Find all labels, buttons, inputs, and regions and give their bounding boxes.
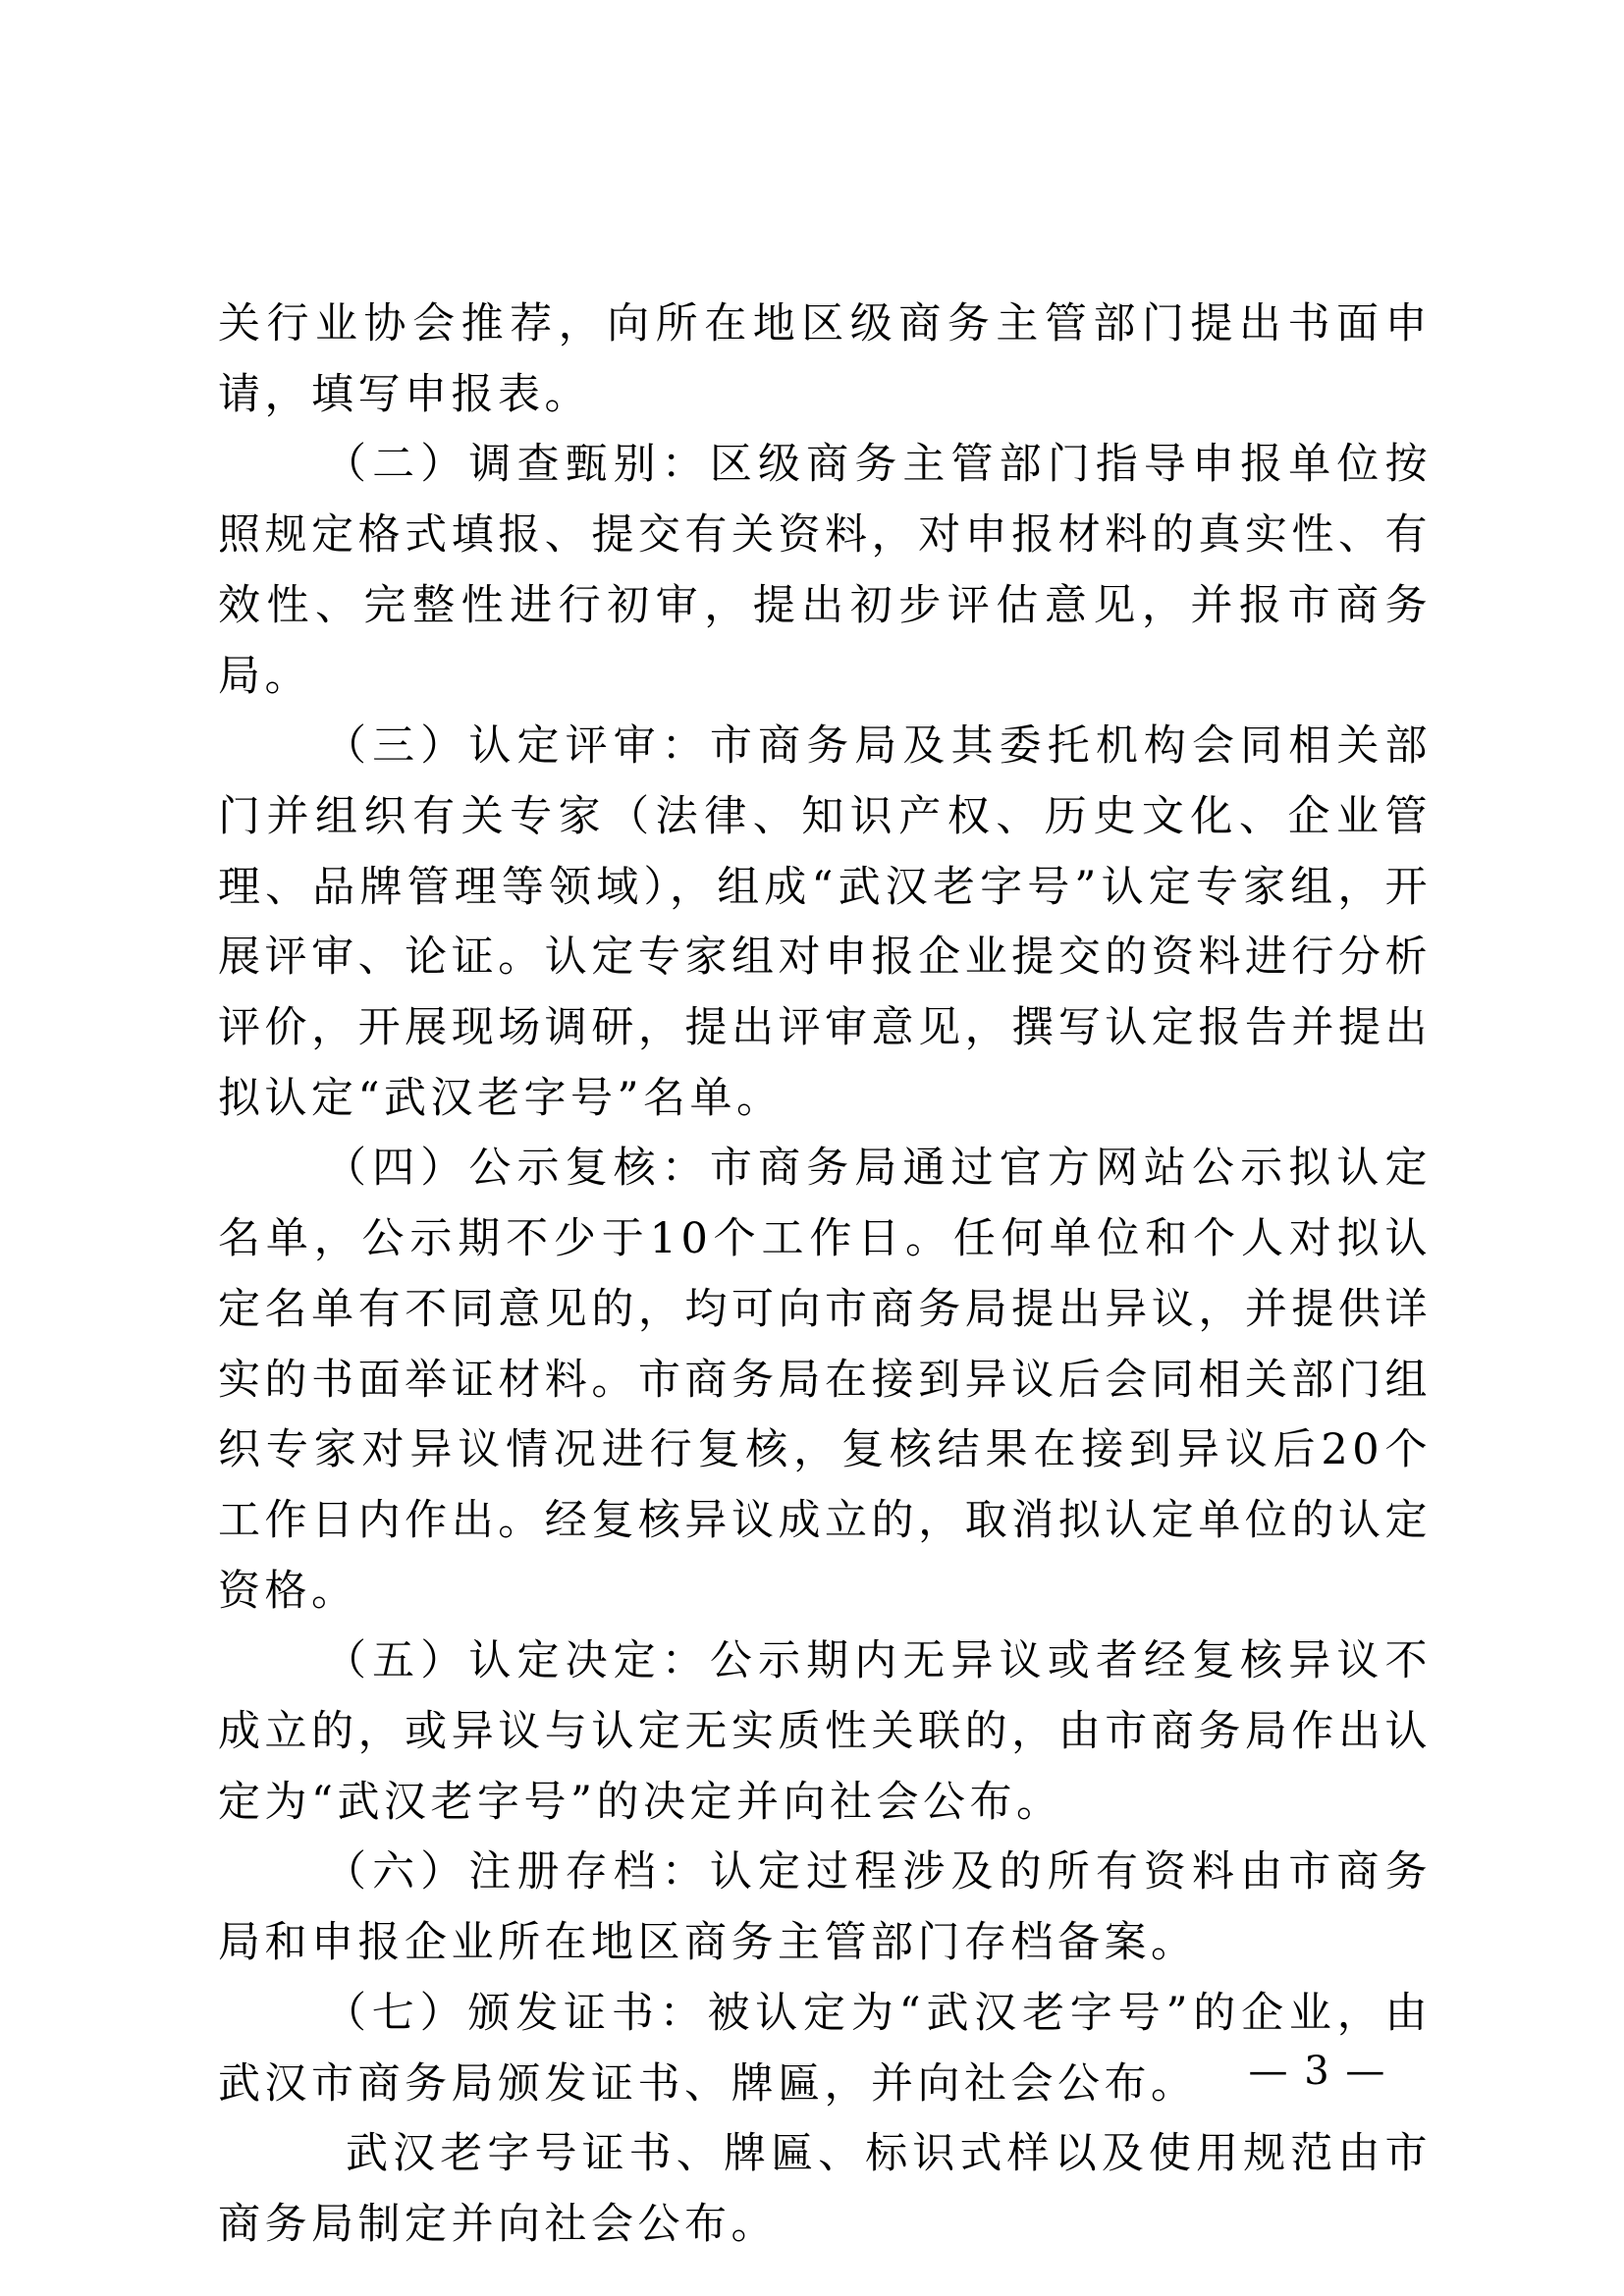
paragraph-certificate-style: 武汉老字号证书、牌匾、标识式样以及使用规范由市商务局制定并向社会公布。 [218,2129,1432,2249]
paragraph-certificate: （七）颁发证书：被认定为“武汉老字号”的企业，由武汉市商务局颁发证书、牌匾，并向社会公布。 [218,1988,1432,2109]
paragraph-publicity: （四）公示复核：市商务局通过官方网站公示拟认定名单，公示期不少于10个工作日。任何单位和个人对拟认定名单有不同意见的，均可向市商务局提出异议，并提供详实的书面举证材料。市商务局在接到异议后会同相关部门组织专家对异议情况进行复核，复核结果在接到异议后20个工作日内作出。经复核异议成立的，取消拟认定单位的认定资格。 [218,1144,1432,1616]
paragraph-investigation: （二）调查甄别：区级商务主管部门指导申报单位按照规定格式填报、提交有关资料，对申报材料的真实性、有效性、完整性进行初审，提出初步评估意见，并报市商务局。 [218,440,1432,701]
paragraph-registration: （六）注册存档：认定过程涉及的所有资料由市商务局和申报企业所在地区商务主管部门存档备案。 [218,1847,1432,1968]
paragraph-review: （三）认定评审：市商务局及其委托机构会同相关部门并组织有关专家（法律、知识产权、历史文化、企业管理、品牌管理等领域），组成“武汉老字号”认定专家组，开展评审、论证。认定专家组对申报企业提交的资料进行分析评价，开展现场调研，提出评审意见，撰写认定报告并提出拟认定“武汉老字号”名单。 [218,721,1432,1123]
paragraph-decision: （五）认定决定：公示期内无异议或者经复核异议不成立的，或异议与认定无实质性关联的，由市商务局作出认定为“武汉老字号”的决定并向社会公布。 [218,1636,1432,1827]
page-number: — 3 — [1248,2049,1387,2094]
paragraph-application-continued: 关行业协会推荐，向所在地区级商务主管部门提出书面申请，填写申报表。 [218,299,1432,419]
document-body [218,290,1432,2261]
